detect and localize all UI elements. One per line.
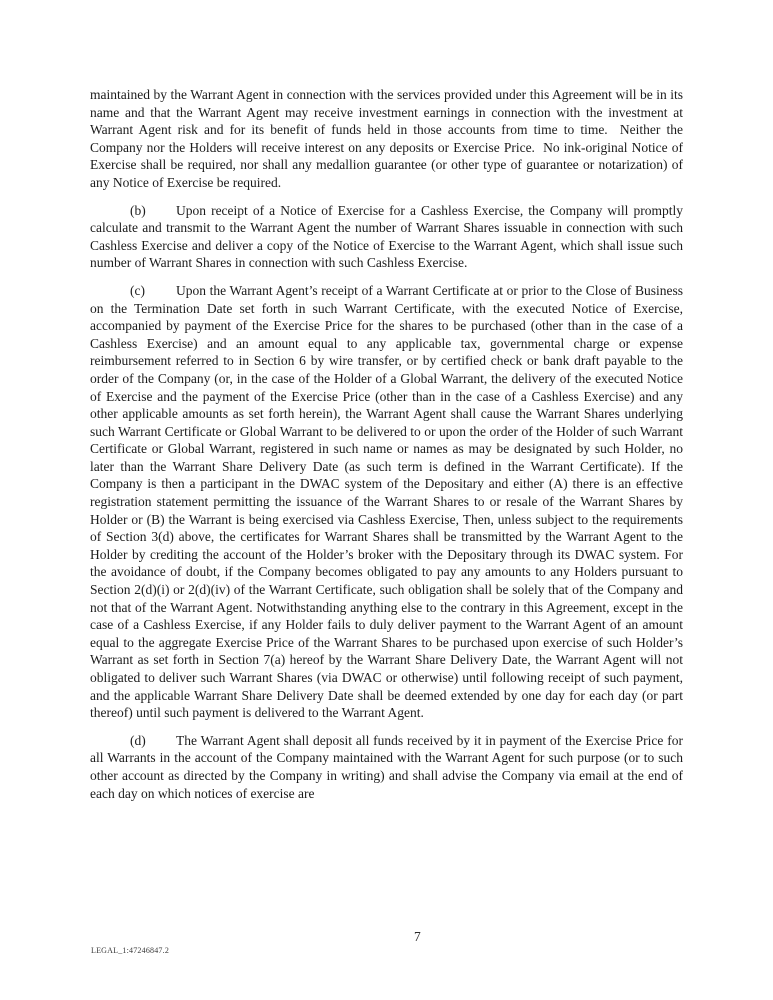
paragraph-text: Upon the Warrant Agent’s receipt of a Warrant Certificate at or prior to the Close of Business on the Termination Date set forth in such Warrant Certificate, with the executed Notice of Exercise, accompanied by payment of the Exercise Price for the shares to be purchased (other than in the case of a Cashless Exercise) and an amount equal to any applicable tax, governmental charge or expense reimbursement referred to in Section 6 by wire transfer, or by certified check or bank draft payable to the order of the Company (or, in the case of the Holder of a Global Warrant, the delivery of the executed Notice of Exercise and the payment of the Exercise Price (other than in the case of a Cashless Exercise) and any other applicable amounts as set forth herein), the Warrant Agent shall cause the Warrant Shares underlying such Warrant Certificate or Global Warrant to be delivered to or upon the order of the Holder of such Warrant Certificate or Global Warrant, registered in such name or names as may be designated by such Holder, no later than the Warrant Share Delivery Date (as such term is defined in the Warrant Certificate). If the Company is then a participant in the DWAC system of the Depositary and either (A) there is an effective registration statement permitting the issuance of the Warrant Shares to or resale of the Warrant Shares by Holder or (B) the Warrant is being exercised via Cashless Exercise, Then, unless subject to the requirements of Section 3(d) above, the certificates for Warrant Shares shall be transmitted by the Warrant Agent to the Holder by crediting the account of the Holder’s broker with the Depositary through its DWAC system. For the avoidance of doubt, if the Company becomes obligated to pay any amounts to any Holders pursuant to Section 2(d)(i) or 2(d)(iv) of the Warrant Certificate, such obligation shall be solely that of the Company and not that of the Warrant Agent. Notwithstanding anything else to the contrary in this Agreement, except in the case of a Cashless Exercise, if any Holder fails to duly deliver payment to the Warrant Agent of an amount equal to the aggregate Exercise Price of the Warrant Shares to be purchased upon exercise of such Holder’s Warrant as set forth in Section 7(a) hereof by the Warrant Share Delivery Date, the Warrant Agent will not obligated to deliver such Warrant Shares (via DWAC or otherwise) until following receipt of such payment, and the applicable Warrant Share Delivery Date shall be deemed extended by one day for each day (or part thereof) until such payment is delivered to the Warrant Agent. bbox=[90, 282, 687, 721]
paragraph-label: (b) bbox=[130, 202, 146, 218]
paragraph-text: Upon receipt of a Notice of Exercise for a Cashless Exercise, the Company will promptly calculate and transmit to the Warrant Agent the number of Warrant Shares issuable in connection with such Cashless Exercise and deliver a copy of the Notice of Exercise to the Warrant Agent, which shall issue such number of Warrant Shares in connection with such Cashless Exercise. bbox=[90, 202, 687, 271]
paragraph-c bbox=[90, 282, 687, 722]
paragraph-label: (d) bbox=[130, 732, 146, 748]
paragraph-label: (c) bbox=[130, 282, 145, 298]
footer-document-id: LEGAL_1:47246847.2 bbox=[91, 946, 170, 955]
page-number: 7 bbox=[414, 929, 421, 944]
paragraph-continuation bbox=[90, 86, 687, 192]
paragraph-d bbox=[90, 732, 687, 802]
document-body bbox=[90, 86, 687, 812]
paragraph-text: maintained by the Warrant Agent in connection with the services provided under this Agreement will be in its name and that the Warrant Agent may receive investment earnings in connection with the investment at Warrant Agent risk and for its benefit of funds held in those accounts from time to time. Neither the Company nor the Holders will receive interest on any deposits or Exercise Price. No ink-original Notice of Exercise shall be required, nor shall any medallion guarantee (or other type of guarantee or notarization) of any Notice of Exercise be required. bbox=[90, 87, 687, 190]
paragraph-b bbox=[90, 202, 687, 272]
paragraph-text: The Warrant Agent shall deposit all funds received by it in payment of the Exercise Price for all Warrants in the account of the Company maintained with the Warrant Agent for such purpose (or to such other account as directed by the Company in writing) and shall advise the Company via email at the end of each day on which notices of exercise are bbox=[90, 732, 687, 801]
